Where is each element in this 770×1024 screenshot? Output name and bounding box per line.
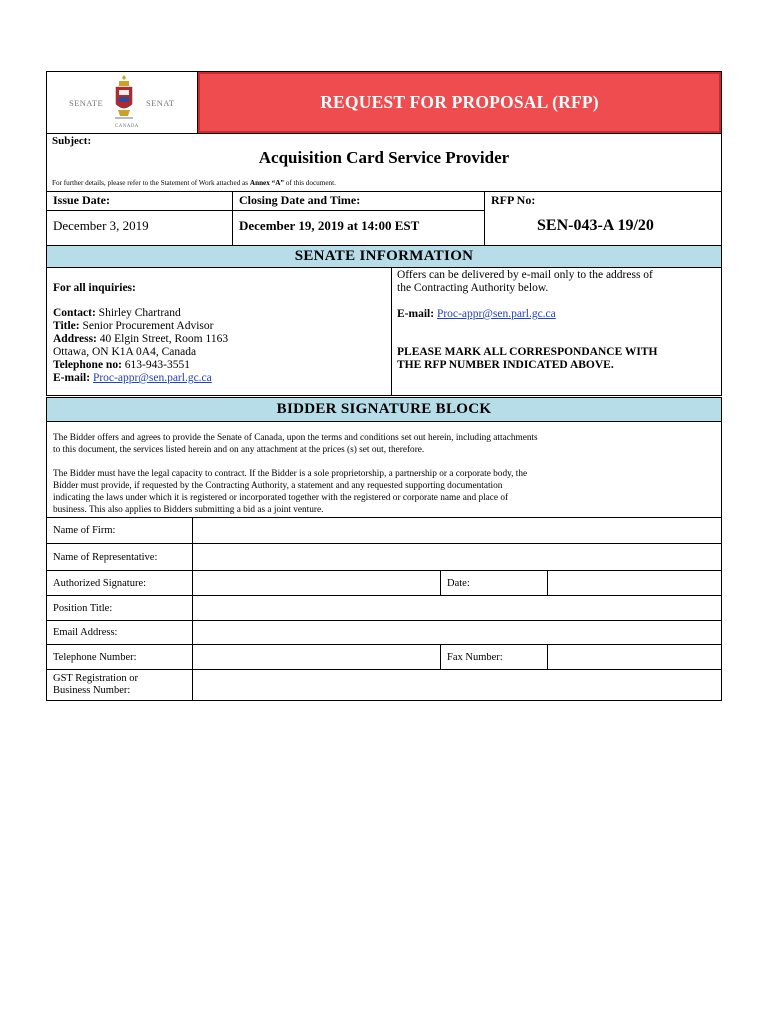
para2-line-4: business. This also applies to Bidders submitting a bid as a joint venture. bbox=[53, 505, 324, 515]
position-label: Position Title: bbox=[47, 596, 193, 620]
form-row-telephone bbox=[47, 644, 721, 669]
date-input[interactable] bbox=[548, 571, 721, 595]
logo-bottom-text: CANADA bbox=[115, 124, 139, 129]
delivery-column bbox=[392, 268, 721, 395]
para2-line-3: indicating the laws under which it is registered or incorporated together with the registered or corporate name and place of bbox=[53, 493, 509, 503]
contact-value: Shirley Chartrand bbox=[95, 307, 181, 319]
inquiries-label: For all inquiries: bbox=[53, 282, 136, 294]
phone-value: 613-943-3551 bbox=[121, 359, 190, 371]
address-value: 40 Elgin Street, Room 1163 bbox=[96, 333, 229, 345]
firm-label: Name of Firm: bbox=[47, 518, 193, 543]
rfp-form bbox=[46, 71, 722, 191]
note-prefix: For further details, please refer to the Statement of Work attached as bbox=[52, 179, 250, 187]
issue-date-label: Issue Date: bbox=[53, 193, 110, 207]
contact-line bbox=[53, 307, 181, 320]
phone-line bbox=[53, 359, 190, 372]
rfp-number-value: SEN-043-A 19/20 bbox=[537, 217, 654, 234]
para2-line-2: Bidder must provide, if requested by the Contracting Authority, a statement and any requested supporting documentation bbox=[53, 481, 503, 491]
logo-right-text: SENAT bbox=[146, 98, 175, 108]
firm-input[interactable] bbox=[193, 518, 721, 543]
rfp-number-cell bbox=[485, 192, 721, 245]
rfp-number-label: RFP No: bbox=[491, 193, 536, 207]
email-label: E-mail: bbox=[53, 372, 91, 384]
senate-information-body bbox=[46, 268, 722, 396]
form-row-firm bbox=[47, 518, 721, 543]
email-address-input[interactable] bbox=[193, 621, 721, 644]
mark-line-1: PLEASE MARK ALL CORRESPONDANCE WITH bbox=[397, 346, 658, 358]
address-label: Address: bbox=[53, 333, 97, 345]
note-suffix: of this document. bbox=[284, 179, 336, 187]
email-link[interactable]: Proc-appr@sen.parl.gc.ca bbox=[92, 372, 212, 384]
subject-title: Acquisition Card Service Provider bbox=[258, 148, 510, 167]
para2-line-1: The Bidder must have the legal capacity to contract. If the Bidder is a sole proprietorship, a partnership or a corporate body, the bbox=[53, 469, 528, 479]
phone-label: Telephone no: bbox=[53, 359, 122, 371]
date-label: Date: bbox=[441, 571, 548, 595]
gst-input[interactable] bbox=[193, 670, 721, 700]
fax-input[interactable] bbox=[548, 645, 721, 669]
logo-left-text: SENATE bbox=[69, 98, 104, 108]
form-row-email bbox=[47, 620, 721, 644]
contact-column bbox=[47, 268, 392, 395]
title-line bbox=[53, 320, 213, 333]
gst-label bbox=[47, 670, 193, 700]
title-value: Senior Procurement Advisor bbox=[79, 320, 214, 332]
address-line bbox=[53, 333, 228, 346]
note-annex: Annex “A” bbox=[249, 179, 285, 187]
email-line bbox=[53, 372, 212, 385]
closing-date-label: Closing Date and Time: bbox=[239, 193, 361, 207]
senate-logo bbox=[47, 72, 198, 133]
city-line: Ottawa, ON K1A 0A4, Canada bbox=[53, 346, 197, 358]
position-input[interactable] bbox=[193, 596, 721, 620]
representative-label: Name of Representative: bbox=[47, 544, 193, 570]
offers-line-2: the Contracting Authority below. bbox=[397, 282, 549, 294]
gst-label-line-2: Business Number: bbox=[53, 685, 131, 696]
signature-input[interactable] bbox=[193, 571, 441, 595]
telephone-input[interactable] bbox=[193, 645, 441, 669]
telephone-label: Telephone Number: bbox=[47, 645, 193, 669]
signature-label: Authorized Signature: bbox=[47, 571, 193, 595]
right-email-label: E-mail: bbox=[397, 308, 435, 320]
right-email-line bbox=[397, 308, 556, 321]
header bbox=[46, 71, 722, 133]
bidder-terms bbox=[46, 422, 722, 518]
bidder-form bbox=[46, 517, 722, 701]
subject-label: Subject: bbox=[52, 135, 92, 147]
closing-date-value: December 19, 2019 at 14:00 EST bbox=[239, 218, 420, 233]
rfp-title-banner: REQUEST FOR PROPOSAL (RFP) bbox=[198, 72, 721, 133]
bidder-signature-heading: BIDDER SIGNATURE BLOCK bbox=[46, 397, 722, 422]
fax-label: Fax Number: bbox=[441, 645, 548, 669]
dates-row bbox=[46, 191, 722, 245]
contact-label: Contact: bbox=[53, 307, 96, 319]
email-address-label: Email Address: bbox=[47, 621, 193, 644]
representative-input[interactable] bbox=[193, 544, 721, 570]
para1-line-2: to this document, the services listed herein and on any attachment at the prices (s) set out, therefore. bbox=[53, 445, 425, 455]
form-row-representative bbox=[47, 543, 721, 570]
gst-label-line-1: GST Registration or bbox=[53, 673, 138, 684]
issue-date-cell bbox=[47, 192, 233, 245]
closing-date-cell bbox=[233, 192, 485, 245]
further-details-note bbox=[52, 179, 336, 187]
form-row-gst bbox=[47, 669, 721, 700]
issue-date-value: December 3, 2019 bbox=[53, 218, 149, 233]
para1-line-1: The Bidder offers and agrees to provide the Senate of Canada, upon the terms and conditions set out herein, including attachments bbox=[53, 433, 538, 443]
coat-of-arms-icon bbox=[113, 74, 135, 124]
form-row-position bbox=[47, 595, 721, 620]
right-email-link[interactable]: Proc-appr@sen.parl.gc.ca bbox=[436, 308, 556, 320]
mark-line-2: THE RFP NUMBER INDICATED ABOVE. bbox=[397, 359, 614, 371]
form-row-signature bbox=[47, 570, 721, 595]
offers-line-1: Offers can be delivered by e-mail only to the address of bbox=[397, 269, 653, 281]
senate-information-heading: SENATE INFORMATION bbox=[46, 245, 722, 268]
title-label: Title: bbox=[53, 320, 80, 332]
